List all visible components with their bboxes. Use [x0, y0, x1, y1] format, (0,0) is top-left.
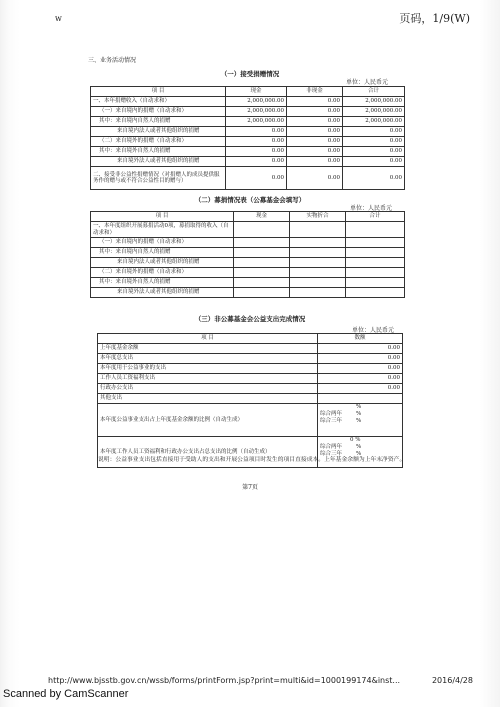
print-url: http://www.bjsstb.gov.cn/wssb/forms/printForm.jsp?print=multi&id=1000199174&inst...	[48, 676, 401, 685]
table-row	[91, 278, 405, 288]
two-year-percent: %	[356, 411, 362, 417]
cash-value: 0.00	[226, 167, 287, 190]
cash-value: 0.00	[226, 147, 287, 157]
page-number: 第7页	[242, 484, 258, 491]
cash-value: 2,000,000.00	[226, 117, 287, 127]
total-value: 2,000,000.00	[343, 97, 405, 107]
total-value: 2,000,000.00	[343, 117, 405, 127]
two-year-percent: %	[356, 444, 362, 450]
column-header: 实物折合	[290, 212, 346, 222]
scanner-watermark: Scanned by CamScanner	[3, 688, 129, 700]
amount-value: 0.00	[318, 354, 403, 364]
noncash-value: 0.00	[287, 117, 343, 127]
total-value: 0.00	[343, 157, 405, 167]
cash-cell	[234, 222, 290, 238]
row-label: 来自境外法人或者其他组织的捐赠	[91, 288, 234, 298]
cash-cell	[234, 258, 290, 268]
amount-value: 0.00	[318, 364, 403, 374]
column-header: 项 目	[98, 334, 318, 344]
table-row	[98, 364, 403, 374]
two-year-label: 综合两年	[320, 411, 343, 417]
ratio-line	[320, 444, 400, 451]
table-row	[91, 117, 405, 127]
table-row	[91, 97, 405, 107]
column-header: 非现金	[287, 87, 343, 97]
table1-unit: 单位：人民币元	[346, 79, 389, 86]
total-value: 0.00	[343, 137, 405, 147]
column-header: 现金	[226, 87, 287, 97]
table-row	[98, 354, 403, 364]
table-row	[91, 107, 405, 117]
section-title: 三、业务活动情况	[88, 57, 137, 64]
table1-title: （一）接受捐赠情况	[220, 70, 280, 78]
inkind-cell	[290, 222, 346, 238]
explanatory-note: 说明：公益事业支出包括直接用于受助人的支出和开展公益项目时发生的项目直接成本。上年基金余额为上年末净资产。	[98, 457, 406, 463]
column-header: 合计	[346, 212, 405, 222]
cash-value: 0.00	[226, 127, 287, 137]
cash-value: 0.00	[226, 157, 287, 167]
table-row	[91, 137, 405, 147]
table-row	[91, 127, 405, 137]
row-label: 来自境内法人或者其他组织的捐赠	[91, 258, 234, 268]
total-cell	[346, 238, 405, 248]
ratio-percent: %	[356, 404, 362, 410]
inkind-cell	[290, 238, 346, 248]
noncash-value: 0.00	[287, 137, 343, 147]
inkind-cell	[290, 268, 346, 278]
donation-table	[90, 86, 405, 190]
table-row	[91, 248, 405, 258]
inkind-cell	[290, 278, 346, 288]
row-label: 二、接受非公益性捐赠情况（对捐赠人的成员提供服务作的赠与或不符合公益性目的赠与）	[91, 167, 226, 190]
table-row	[91, 258, 405, 268]
column-header: 数额	[318, 334, 403, 344]
row-label: 来自境外法人或者其他组织的捐赠	[91, 157, 226, 167]
total-cell	[346, 288, 405, 298]
cash-value: 0.00	[226, 137, 287, 147]
table2-unit: 单位：人民币元	[350, 205, 393, 212]
expenditure-table	[97, 333, 403, 468]
ratio-percent: 0 %	[350, 437, 361, 443]
column-header: 合计	[343, 87, 405, 97]
total-cell	[346, 258, 405, 268]
total-cell	[346, 268, 405, 278]
noncash-value: 0.00	[287, 157, 343, 167]
amount-value	[318, 394, 403, 404]
row-label: 本年度用于公益事业的支出	[98, 364, 318, 374]
ratio-label: 本年度工作人员工资福利和行政办公支出占总支出的比例（自动生成）	[98, 437, 318, 468]
inkind-cell	[290, 248, 346, 258]
noncash-value: 0.00	[287, 107, 343, 117]
inkind-cell	[290, 258, 346, 268]
three-year-percent: %	[356, 418, 362, 424]
row-label: 其中：来自境外自然人的捐赠	[91, 278, 234, 288]
amount-value: 0.00	[318, 344, 403, 354]
ratio-value-cell	[318, 404, 403, 437]
ratio-line	[320, 418, 400, 425]
table2-title: （二）募捐情况表（公募基金会填写）	[194, 196, 306, 204]
cash-cell	[234, 268, 290, 278]
row-label: 行政办公支出	[98, 384, 318, 394]
table-header-row	[98, 334, 403, 344]
three-year-percent: %	[356, 451, 362, 457]
cash-cell	[234, 248, 290, 258]
inkind-cell	[290, 288, 346, 298]
table-row	[98, 374, 403, 384]
row-label: 其中：来自境内自然人的捐赠	[91, 117, 226, 127]
column-header: 项 目	[91, 212, 234, 222]
row-label: 其中：来自境内自然人的捐赠	[91, 248, 234, 258]
print-date: 2016/4/28	[431, 676, 473, 685]
cash-cell	[234, 288, 290, 298]
noncash-value: 0.00	[287, 127, 343, 137]
row-label: 一、本年捐赠收入（自动求和）	[91, 97, 226, 107]
noncash-value: 0.00	[287, 167, 343, 190]
column-header: 现金	[234, 212, 290, 222]
noncash-value: 0.00	[287, 97, 343, 107]
total-value: 2,000,000.00	[343, 107, 405, 117]
table-row	[98, 344, 403, 354]
table-header-row	[91, 87, 405, 97]
total-value: 0.00	[343, 127, 405, 137]
row-label: 本年度总支出	[98, 354, 318, 364]
total-value: 0.00	[343, 147, 405, 157]
two-year-label: 综合两年	[320, 444, 343, 450]
row-label: 来自境内法人或者其他组织的捐赠	[91, 127, 226, 137]
amount-value: 0.00	[318, 374, 403, 384]
cash-cell	[234, 238, 290, 248]
page-counter: 页码，1/9(W)	[399, 12, 470, 25]
column-header: 项 目	[91, 87, 226, 97]
row-label: 上年度基金余额	[98, 344, 318, 354]
table-row	[98, 384, 403, 394]
noncash-value: 0.00	[287, 147, 343, 157]
table-row	[91, 157, 405, 167]
row-label: （二）来自境外的捐赠（自动求和）	[91, 268, 234, 278]
row-label: 其他支出	[98, 394, 318, 404]
row-label: （一）来自境内的捐赠（自动求和）	[91, 238, 234, 248]
ratio-line	[320, 411, 400, 418]
cash-value: 2,000,000.00	[226, 107, 287, 117]
table-row	[91, 268, 405, 278]
table-row	[98, 394, 403, 404]
row-label: 其中：来自境外自然人的捐赠	[91, 147, 226, 157]
total-cell	[346, 278, 405, 288]
table-row	[91, 167, 405, 190]
ratio-row	[98, 404, 403, 437]
row-label: （二）来自境外的捐赠（自动求和）	[91, 137, 226, 147]
three-year-label: 综合三年	[320, 418, 343, 424]
row-label: （一）来自境内的捐赠（自动求和）	[91, 107, 226, 117]
table3-unit: 单位：人民币元	[352, 327, 395, 334]
cash-value: 2,000,000.00	[226, 97, 287, 107]
corner-mark: w	[55, 14, 62, 23]
fundraising-table	[90, 211, 405, 298]
total-value: 0.00	[343, 167, 405, 190]
table-row	[91, 147, 405, 157]
row-label: 一、本年度组织开展募捐活动0项，募捐取得的收入（自动求和）	[91, 222, 234, 238]
table-row	[91, 238, 405, 248]
ratio-label: 本年度公益事业支出占上年度基金余额的比例（自动生成）	[98, 404, 318, 437]
cash-cell	[234, 278, 290, 288]
row-label: 工作人员工资福利支出	[98, 374, 318, 384]
three-year-label: 综合三年	[320, 451, 343, 457]
total-cell	[346, 248, 405, 258]
table-row	[91, 222, 405, 238]
table-row	[91, 288, 405, 298]
amount-value: 0.00	[318, 384, 403, 394]
table-header-row	[91, 212, 405, 222]
table3-title: （三）非公募基金会公益支出完成情况	[194, 315, 306, 323]
total-cell	[346, 222, 405, 238]
